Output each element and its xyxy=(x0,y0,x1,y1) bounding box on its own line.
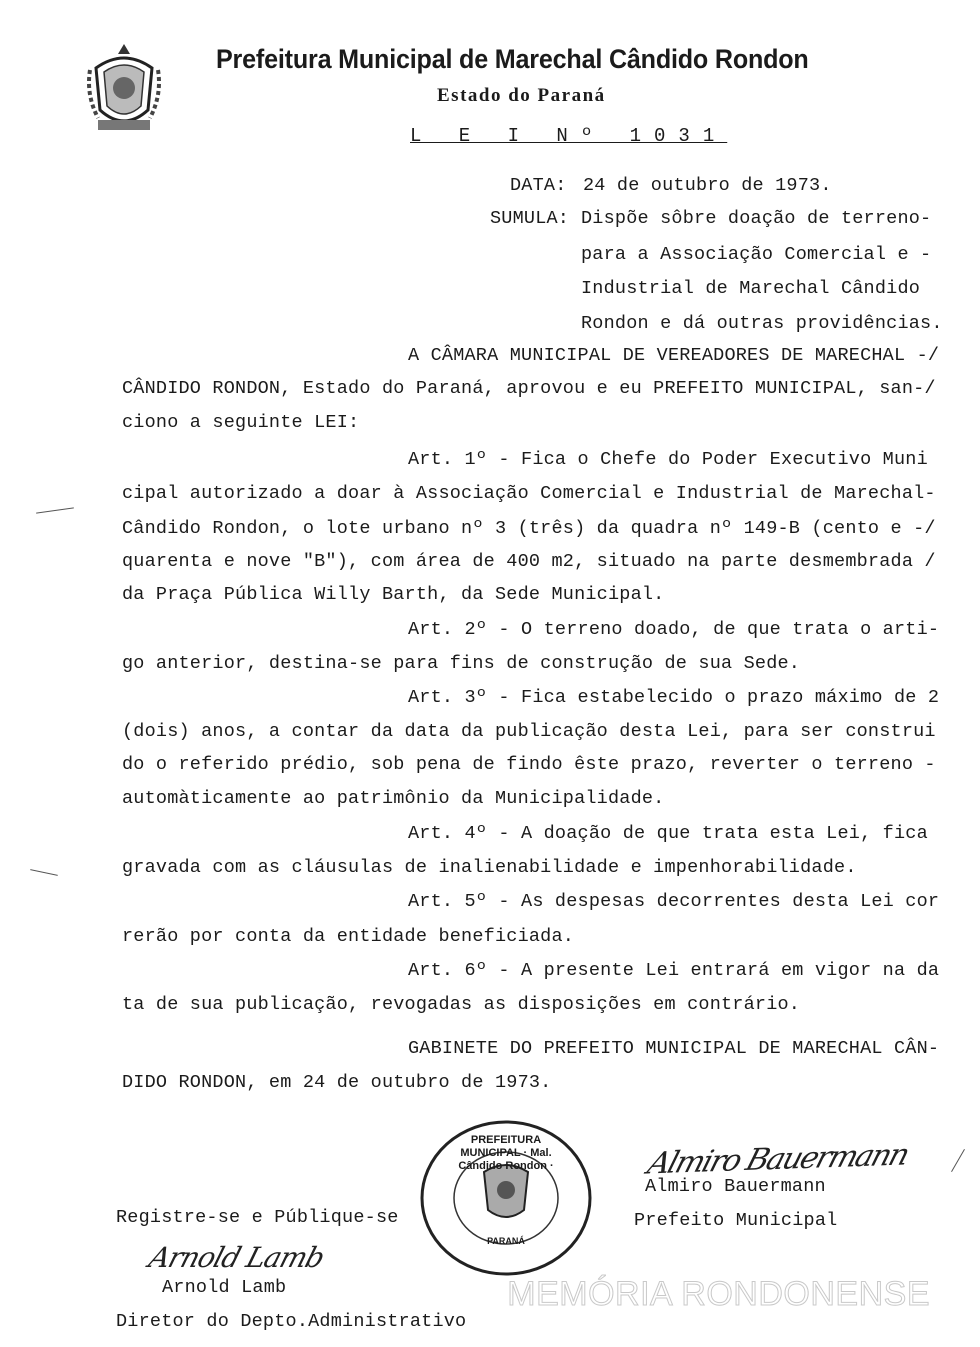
law-number: L E I Nº 1031 xyxy=(410,125,728,147)
body-line: ciono a seguinte LEI: xyxy=(122,412,360,433)
municipality-title: Prefeitura Municipal de Marechal Cândido Rondon xyxy=(216,44,809,74)
state-subtitle: Estado do Paraná xyxy=(437,85,606,106)
body-line: do o referido prédio, sob pena de findo êste prazo, reverter o terreno - xyxy=(122,754,936,775)
date-label: DATA: xyxy=(510,175,567,196)
director-role: Diretor do Depto.Administrativo xyxy=(116,1311,467,1332)
seal-ring-text: PREFEITURA MUNICIPAL · Mal. Cândido Rondon · xyxy=(458,1134,554,1172)
sumula-line: Rondon e dá outras providências. xyxy=(581,313,943,334)
sumula-line: Industrial de Marechal Cândido xyxy=(581,278,921,299)
body-line: gravada com as cláusulas de inalienabilidade e impenhorabilidade. xyxy=(122,857,857,878)
coat-of-arms-icon xyxy=(84,40,164,138)
body-line: Art. 2º - O terreno doado, de que trata o arti- xyxy=(408,619,940,640)
body-line: Cândido Rondon, o lote urbano nº 3 (três) da quadra nº 149-B (cento e -/ xyxy=(122,518,936,539)
sumula-label: SUMULA: xyxy=(490,208,570,229)
mayor-signature: Almiro Bauermann xyxy=(643,1137,913,1182)
register-text: Registre-se e Públique-se xyxy=(116,1207,399,1228)
body-line: Art. 4º - A doação de que trata esta Lei, fica xyxy=(408,823,928,844)
director-name: Arnold Lamb xyxy=(162,1277,287,1298)
director-signature: Arnold Lamb xyxy=(145,1241,328,1274)
watermark: MEMÓRIA RONDONENSE xyxy=(507,1275,930,1313)
body-line: Art. 5º - As despesas decorrentes desta Lei cor xyxy=(408,891,940,912)
margin-mark xyxy=(951,1149,965,1172)
body-line: (dois) anos, a contar da data da publicação desta Lei, para ser construi xyxy=(122,721,936,742)
mayor-role: Prefeito Municipal xyxy=(634,1210,838,1231)
body-line: rerão por conta da entidade beneficiada. xyxy=(122,926,575,947)
mayor-name: Almiro Bauermann xyxy=(645,1176,826,1197)
margin-mark xyxy=(36,507,74,513)
body-line: da Praça Pública Willy Barth, da Sede Municipal. xyxy=(122,584,665,605)
body-line: Art. 3º - Fica estabelecido o prazo máximo de 2 xyxy=(408,687,940,708)
body-line: go anterior, destina-se para fins de construção de sua Sede. xyxy=(122,653,801,674)
body-line: ta de sua publicação, revogadas as disposições em contrário. xyxy=(122,994,801,1015)
date-value: 24 de outubro de 1973. xyxy=(583,175,832,196)
sumula-line: Dispõe sôbre doação de terreno- xyxy=(581,208,932,229)
body-line: cipal autorizado a doar à Associação Comercial e Industrial de Marechal- xyxy=(122,483,936,504)
margin-mark xyxy=(30,869,58,876)
seal-center-text: PARANÁ xyxy=(487,1236,525,1246)
body-line: Art. 6º - A presente Lei entrará em vigor na da xyxy=(408,960,940,981)
body-line: A CÂMARA MUNICIPAL DE VEREADORES DE MARECHAL -/ xyxy=(408,345,940,366)
sumula-line: para a Associação Comercial e - xyxy=(581,244,932,265)
body-line: DIDO RONDON, em 24 de outubro de 1973. xyxy=(122,1072,552,1093)
body-line: quarenta e nove "B"), com área de 400 m2, situado na parte desmembrada / xyxy=(122,551,936,572)
body-line: GABINETE DO PREFEITO MUNICIPAL DE MARECHAL CÂN- xyxy=(408,1038,940,1059)
body-line: CÂNDIDO RONDON, Estado do Paraná, aprovou e eu PREFEITO MUNICIPAL, san-/ xyxy=(122,378,936,399)
body-line: Art. 1º - Fica o Chefe do Poder Executivo Muni xyxy=(408,449,928,470)
body-line: automàticamente ao patrimônio da Municipalidade. xyxy=(122,788,665,809)
